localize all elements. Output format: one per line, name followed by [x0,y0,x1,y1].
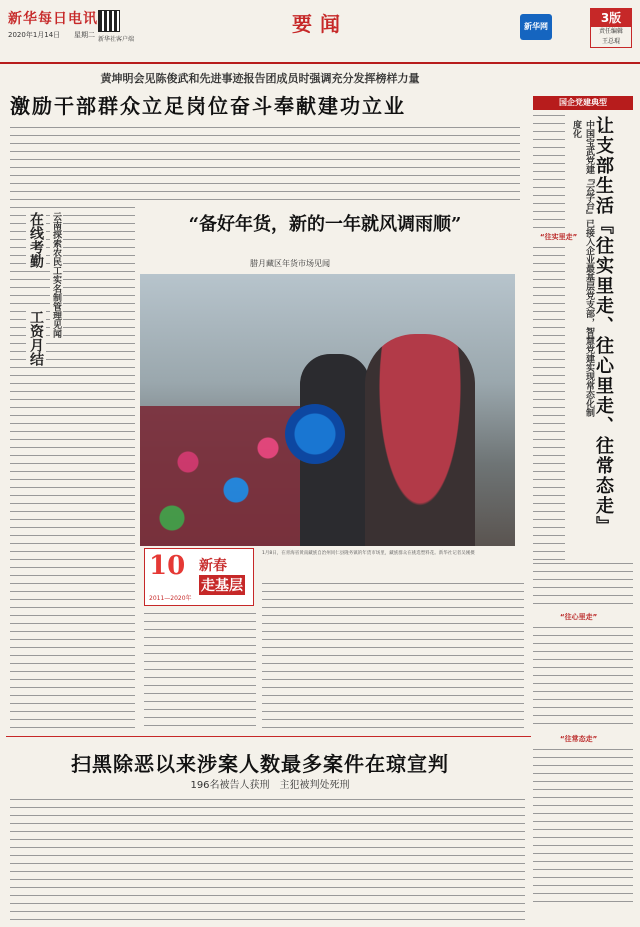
bottom-body-text [10,796,525,920]
bottom-subheadline: 196名被告人获刑 主犯被判处死刑 [190,780,350,791]
page-number: 3版 [591,9,631,27]
bottom-divider [6,736,531,737]
sidebar-sub2: “往心里走” [560,613,598,621]
flower-pot [285,404,345,464]
sidebar-text-3 [533,746,633,906]
sidebar-text-wide [533,560,633,610]
flower-stall [140,406,300,546]
section-title: 要闻 [292,12,348,36]
editor-name: 王总琨 [601,38,620,45]
qr-code-icon [98,10,120,32]
badge-line1: 新春 [199,558,227,574]
bottom-headline: 扫黑除恶以来涉案人数最多案件在琼宣判 [71,752,449,776]
photo-caption: 1月8日，在青海省黄南藏族自治州同仁县隆务镇的年货市场里，藏族群众在挑选塑料花。新华社记者吴刚摄 [262,551,475,556]
new-year-badge [144,548,254,606]
xinhua-logo-icon: 新华网 [520,14,552,40]
lead-kicker: 黄坤明会见陈俊武和先进事迹报告团成员时强调充分发挥榜样力量 [100,72,420,85]
feature-photo [140,274,515,546]
page-header [0,0,640,64]
issue-date: 2020年1月14日 [8,31,61,39]
left-heading-b: 云南探索农民工实名制管理见闻 [51,212,61,338]
badge-line2: 走基层 [199,575,245,595]
editor-role: 责任编辑 [598,28,623,35]
feature-headline: “备好年货，新的一年就风调雨顺” [188,214,462,235]
sidebar-label: 国企党建典型 [533,96,633,110]
feature-body-left [144,610,256,730]
lead-headline: 激励干部群众立足岗位奋斗奉献建功立业 [10,94,406,118]
left-heading-c: 工资月结 [28,310,44,366]
sidebar-text-2 [533,624,633,726]
sidebar-text-top [533,112,565,232]
left-article-text [10,204,135,732]
feature-body-text [262,580,524,730]
sidebar-sub1: “往实里走” [540,233,578,241]
feature-byline: 腊月藏区年货市场见闻 [250,259,330,268]
left-heading-a: 在线考勤 [28,212,44,268]
page-box [590,8,632,48]
sidebar-text-1 [533,244,565,584]
badge-range: 2011—2020年 [149,595,192,602]
masthead: 新华每日电讯 [8,11,98,27]
app-label: 新华社客户端 [98,36,135,43]
lead-body-text [10,124,520,204]
sidebar-subheadline: 中国宝武党建『云学台』已接入企业最基层党支部，智慧党建实现常态化制度化 [571,120,594,417]
vendor-figure [365,334,475,546]
issue-weekday: 星期二 [74,31,95,39]
sidebar-sub3: “往常态走” [560,735,598,743]
badge-year: 10 [149,551,186,581]
sidebar-headline: 让支部生活『往实里走、往心里走、往常态走』 [593,116,614,536]
